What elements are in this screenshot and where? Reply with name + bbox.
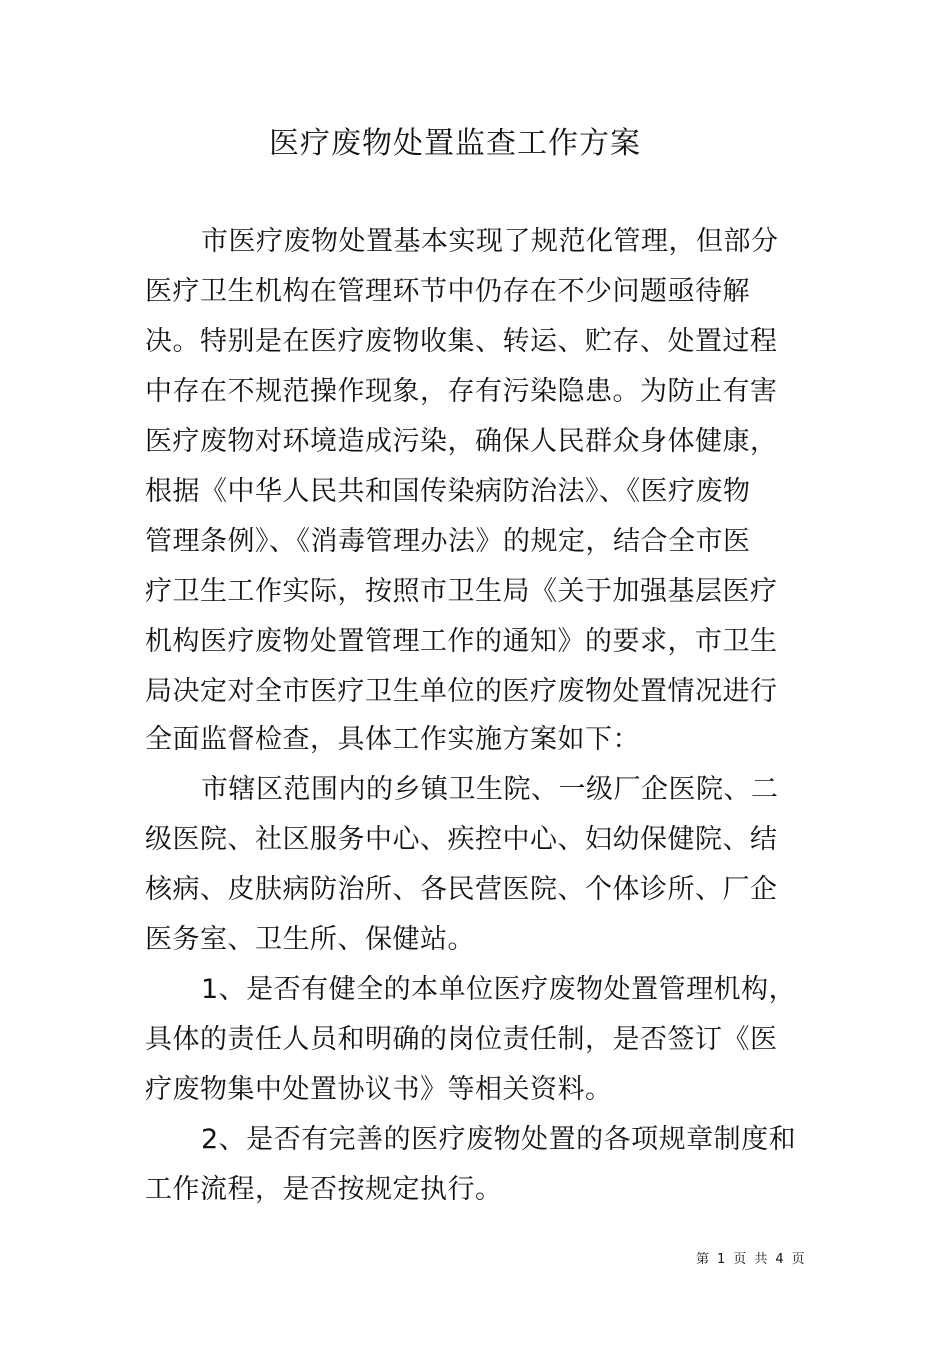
- footer-page-number: 1: [717, 1252, 726, 1267]
- footer-page-label: 第: [696, 1252, 710, 1267]
- item-1-line-2: 具体的责任人员和明确的岗位责任制，是否签订《医: [145, 1024, 778, 1055]
- footer-total-unit: 页: [791, 1252, 805, 1267]
- paragraph-1-line-1: 市医疗废物处置基本实现了规范化管理，但部分: [201, 226, 779, 257]
- footer-total-pages: 4: [775, 1252, 784, 1267]
- item-2-line-2: 工作流程，是否按规定执行。: [145, 1174, 503, 1205]
- paragraph-1-line-3: 决。特别是在医疗废物收集、转运、贮存、处置过程: [145, 326, 778, 357]
- page-footer: [696, 1250, 805, 1270]
- paragraph-1-line-2: 医疗卫生机构在管理环节中仍存在不少问题亟待解: [145, 276, 750, 307]
- paragraph-1-line-5: 医疗废物对环境造成污染，确保人民群众身体健康，: [145, 426, 778, 457]
- paragraph-1-line-4: 中存在不规范操作现象，存有污染隐患。为防止有害: [145, 376, 778, 407]
- footer-total-label: 共: [754, 1252, 768, 1267]
- document-title: 医疗废物处置监查工作方案: [269, 126, 641, 161]
- paragraph-1-line-10: 局决定对全市医疗卫生单位的医疗废物处置情况进行: [145, 676, 778, 707]
- paragraph-2-line-4: 医务室、卫生所、保健站。: [145, 924, 475, 955]
- paragraph-2-line-3: 核病、皮肤病防治所、各民营医院、个体诊所、厂企: [145, 874, 778, 905]
- paragraph-1-line-11: 全面监督检查，具体工作实施方案如下：: [145, 724, 640, 755]
- item-2-line-1: 2、是否有完善的医疗废物处置的各项规章制度和: [201, 1124, 797, 1155]
- paragraph-2-line-2: 级医院、社区服务中心、疾控中心、妇幼保健院、结: [145, 824, 778, 855]
- paragraph-1-line-6: 根据《中华人民共和国传染病防治法》、《医疗废物: [145, 476, 751, 507]
- paragraph-2-line-1: 市辖区范围内的乡镇卫生院、一级厂企医院、二: [201, 774, 779, 805]
- item-1-line-1: 1、是否有健全的本单位医疗废物处置管理机构，: [201, 974, 797, 1005]
- paragraph-1-line-9: 机构医疗废物处置管理工作的通知》的要求，市卫生: [145, 626, 778, 657]
- footer-page-unit: 页: [733, 1252, 747, 1267]
- paragraph-1-line-8: 疗卫生工作实际，按照市卫生局《关于加强基层医疗: [145, 576, 778, 607]
- item-1-line-3: 疗废物集中处置协议书》等相关资料。: [145, 1074, 613, 1105]
- paragraph-1-line-7: 管理条例》、《消毒管理办法》的规定，结合全市医: [145, 526, 751, 557]
